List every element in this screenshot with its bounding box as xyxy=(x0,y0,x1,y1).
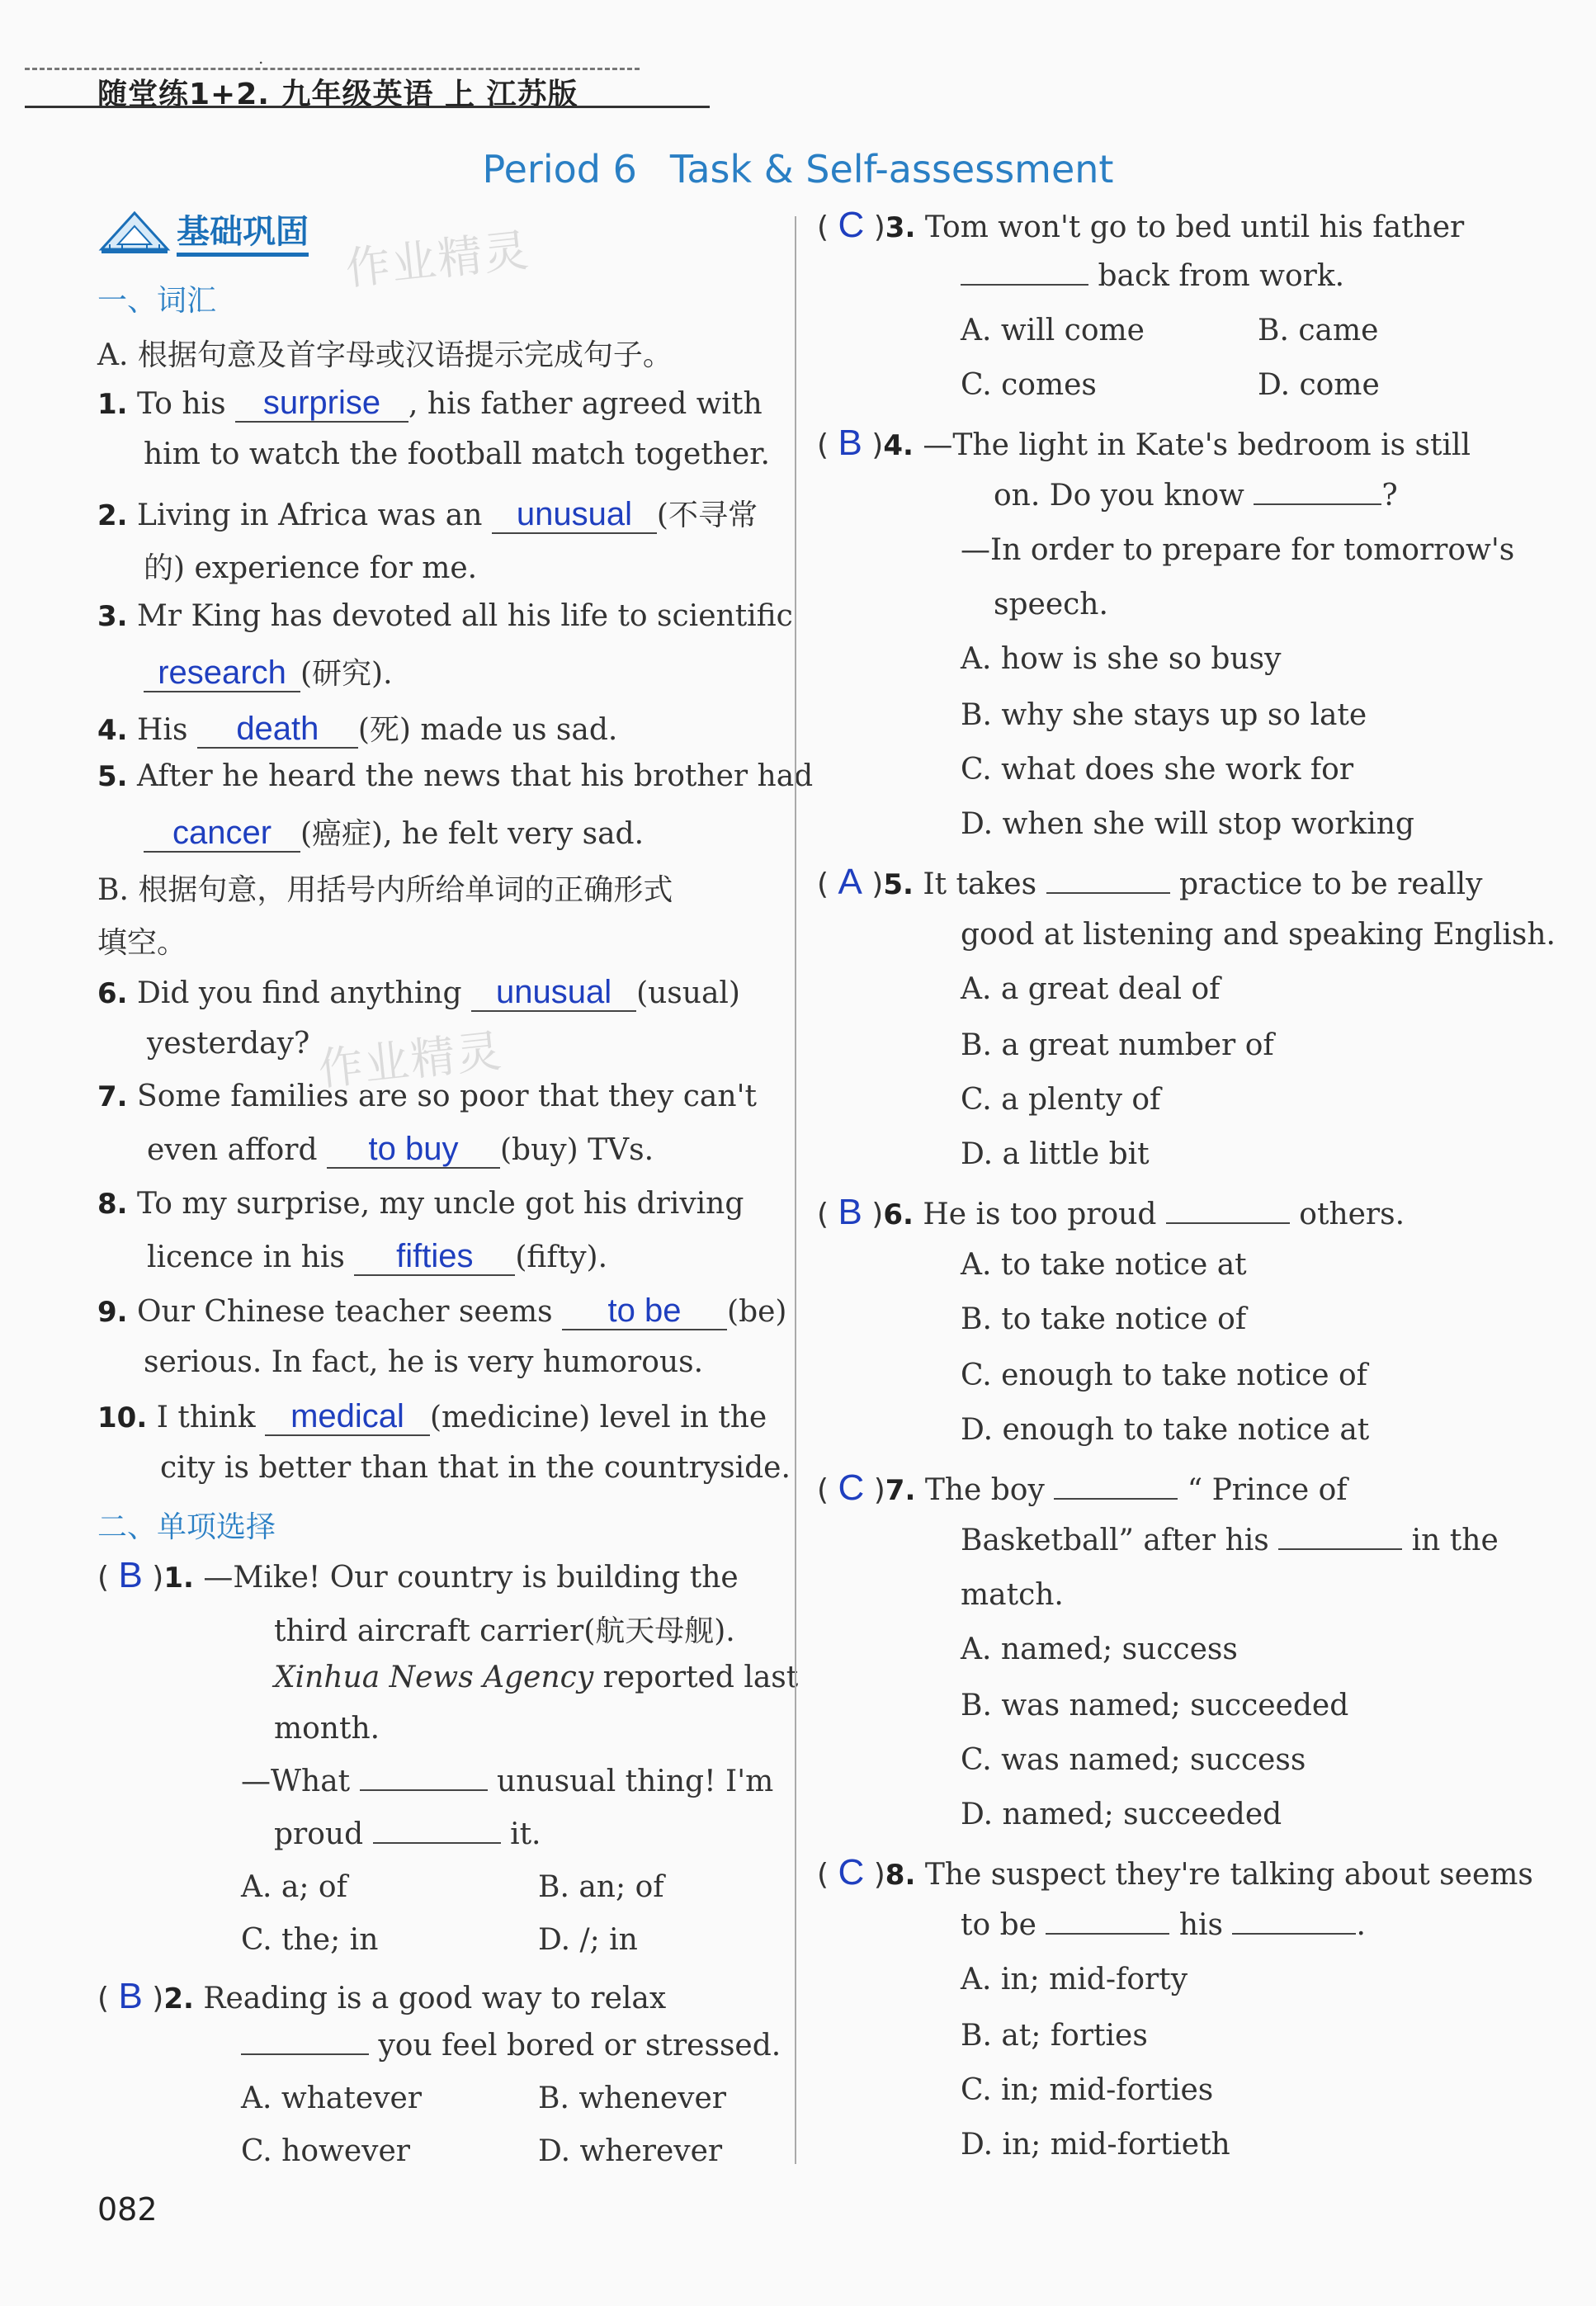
option-d[interactable]: D. a little bit xyxy=(961,1137,1150,1171)
option-c[interactable]: C. however xyxy=(241,2134,410,2168)
empty-blank[interactable] xyxy=(1166,1198,1290,1224)
option-c[interactable]: C. a plenty of xyxy=(961,1083,1161,1117)
option-a[interactable]: A. named; success xyxy=(961,1633,1238,1666)
vocab-question-6: 6. Did you find anything unusual (usual) xyxy=(97,974,740,1010)
empty-blank[interactable] xyxy=(1232,1908,1356,1935)
page-title xyxy=(0,147,1596,191)
page-number: 082 xyxy=(97,2191,158,2228)
mc-question-1: ( B )1. —Mike! Our country is building the xyxy=(97,1555,739,1595)
column-divider xyxy=(795,216,796,2164)
mc-question-5-line: good at listening and speaking English. xyxy=(961,918,1556,952)
mc-question-4-line: speech. xyxy=(994,588,1108,621)
empty-blank[interactable] xyxy=(1254,479,1381,505)
mc-question-8-line: to be his . xyxy=(961,1908,1366,1942)
empty-blank[interactable] xyxy=(1278,1524,1402,1550)
option-b[interactable]: B. an; of xyxy=(538,1870,664,1904)
mc-question-3: ( C )3. Tom won't go to bed until his father xyxy=(817,205,1465,245)
mc-question-2: ( B )2. Reading is a good way to relax xyxy=(97,1976,667,2016)
mc-question-7-line: match. xyxy=(961,1578,1064,1612)
mc-answer[interactable]: C xyxy=(838,1467,865,1508)
period-label: Period 6 xyxy=(482,147,637,191)
empty-blank[interactable] xyxy=(1046,867,1170,894)
answer-blank[interactable]: to buy xyxy=(327,1131,500,1169)
vocab-question-6-cont: yesterday? xyxy=(147,1027,310,1061)
mc-question-1-line: proud it. xyxy=(274,1817,541,1851)
header-underline xyxy=(25,106,710,108)
mc-question-1-line: third aircraft carrier(航天母舰). xyxy=(274,1614,735,1648)
vocab-question-2: 2. Living in Africa was an unusual (不寻常 xyxy=(97,496,758,532)
option-d[interactable]: D. /; in xyxy=(538,1923,638,1957)
option-d[interactable]: D. wherever xyxy=(538,2134,723,2168)
section-badge xyxy=(97,205,309,258)
header-title: 随堂练1+2. 九年级英语 上 江苏版 xyxy=(97,78,578,111)
mc-question-8: ( C )8. The suspect they're talking about seems xyxy=(817,1852,1533,1893)
option-a[interactable]: A. how is she so busy xyxy=(961,642,1282,676)
option-d[interactable]: D. in; mid-fortieth xyxy=(961,2128,1230,2162)
mc-question-1-line: month. xyxy=(274,1712,380,1746)
mc-answer[interactable]: A xyxy=(838,862,862,902)
empty-blank[interactable] xyxy=(373,1817,501,1844)
vocab-question-8: 8. To my surprise, my uncle got his driving xyxy=(97,1187,744,1221)
option-a[interactable]: A. will come xyxy=(961,314,1145,347)
vocab-question-8-cont: licence in his fifties (fifty). xyxy=(147,1238,608,1274)
option-d[interactable]: D. come xyxy=(1258,368,1380,402)
empty-blank[interactable] xyxy=(360,1765,488,1791)
empty-blank[interactable] xyxy=(1054,1473,1178,1500)
option-a[interactable]: A. a; of xyxy=(241,1870,347,1904)
mc-question-1-line: —What unusual thing! I'm xyxy=(241,1765,774,1798)
answer-blank[interactable]: medical xyxy=(265,1398,430,1436)
option-b[interactable]: B. whenever xyxy=(538,2082,726,2115)
answer-blank[interactable]: fifties xyxy=(354,1238,515,1276)
watermark: 作业精灵 xyxy=(315,1024,506,1096)
option-b[interactable]: B. to take notice of xyxy=(961,1302,1247,1336)
vocab-question-9: 9. Our Chinese teacher seems to be (be) xyxy=(97,1292,787,1329)
option-c[interactable]: C. comes xyxy=(961,368,1097,402)
option-b[interactable]: B. was named; succeeded xyxy=(961,1689,1349,1722)
header-dash-line xyxy=(25,68,640,70)
vocab-question-10: 10. I think medical (medicine) level in the xyxy=(97,1398,767,1434)
option-c[interactable]: C. in; mid-forties xyxy=(961,2073,1214,2107)
option-d[interactable]: D. when she will stop working xyxy=(961,807,1414,841)
section-choice-heading: 二、单项选择 xyxy=(97,1510,276,1544)
watermark: 作业精灵 xyxy=(342,224,533,295)
answer-blank[interactable]: unusual xyxy=(492,496,657,534)
part-a-instruction: A. 根据句意及首字母或汉语提示完成句子。 xyxy=(97,338,673,372)
option-c[interactable]: C. enough to take notice of xyxy=(961,1359,1367,1392)
mc-answer[interactable]: B xyxy=(838,423,862,463)
vocab-question-1: 1. To his surprise , his father agreed with xyxy=(97,385,763,421)
option-c[interactable]: C. what does she work for xyxy=(961,753,1354,787)
vocab-question-10-cont: city is better than that in the countryside. xyxy=(160,1451,791,1485)
option-c[interactable]: C. the; in xyxy=(241,1923,379,1957)
mc-question-3-line: back from work. xyxy=(961,259,1344,293)
answer-blank[interactable]: death xyxy=(197,711,358,749)
mc-question-4-line: —In order to prepare for tomorrow's xyxy=(961,533,1515,567)
answer-blank[interactable]: cancer xyxy=(144,815,300,853)
mc-question-2-line: you feel bored or stressed. xyxy=(241,2029,781,2063)
option-a[interactable]: A. whatever xyxy=(241,2082,422,2115)
mc-answer[interactable]: C xyxy=(838,205,865,245)
empty-blank[interactable] xyxy=(241,2029,369,2055)
vocab-question-3-cont: research (研究). xyxy=(144,650,393,692)
vocab-question-7: 7. Some families are so poor that they can't xyxy=(97,1080,757,1113)
empty-blank[interactable] xyxy=(961,259,1088,286)
option-b[interactable]: B. why she stays up so late xyxy=(961,698,1367,732)
mc-question-7-line: Basketball” after his in the xyxy=(961,1524,1499,1557)
option-b[interactable]: B. a great number of xyxy=(961,1028,1274,1062)
option-a[interactable]: A. a great deal of xyxy=(961,972,1221,1006)
vocab-question-1-cont: him to watch the football match together. xyxy=(144,437,770,471)
vocab-question-7-cont: even afford to buy (buy) TVs. xyxy=(147,1131,654,1167)
vocab-question-3: 3. Mr King has devoted all his life to scientific xyxy=(97,599,793,633)
option-a[interactable]: A. to take notice at xyxy=(961,1248,1247,1282)
empty-blank[interactable] xyxy=(1046,1908,1169,1935)
section-vocab-heading: 一、词汇 xyxy=(97,284,217,318)
mc-answer[interactable]: B xyxy=(838,1192,862,1232)
answer-blank[interactable]: unusual xyxy=(471,974,636,1012)
ruler-triangle-icon xyxy=(97,206,172,256)
option-d[interactable]: D. named; succeeded xyxy=(961,1798,1282,1831)
mc-question-4-line: on. Do you know ? xyxy=(994,479,1398,513)
vocab-question-2-cont: 的) experience for me. xyxy=(144,551,478,585)
option-a[interactable]: A. in; mid-forty xyxy=(961,1963,1188,1996)
option-d[interactable]: D. enough to take notice at xyxy=(961,1413,1370,1447)
vocab-question-5-cont: cancer (癌症), he felt very sad. xyxy=(144,810,644,853)
header-dot: . xyxy=(258,48,264,68)
option-c[interactable]: C. was named; success xyxy=(961,1743,1306,1777)
mc-answer[interactable]: B xyxy=(118,1976,143,2016)
answer-blank[interactable]: to be xyxy=(562,1292,727,1330)
badge-label: 基础巩固 xyxy=(177,206,309,257)
answer-blank[interactable]: surprise xyxy=(235,385,408,423)
vocab-question-4: 4. His death (死) made us sad. xyxy=(97,711,618,747)
vocab-question-9-cont: serious. In fact, he is very humorous. xyxy=(144,1345,704,1379)
part-b-instruction-cont: 填空。 xyxy=(97,926,187,960)
part-b-instruction: B. 根据句意，用括号内所给单词的正确形式 xyxy=(97,873,673,907)
mc-answer[interactable]: C xyxy=(838,1852,865,1893)
option-b[interactable]: B. at; forties xyxy=(961,2019,1148,2053)
answer-blank[interactable]: research xyxy=(144,654,300,692)
mc-question-5: ( A )5. It takes practice to be really xyxy=(817,862,1483,902)
mc-question-4: ( B )4. —The light in Kate's bedroom is still xyxy=(817,423,1471,463)
topic-label: Task & Self-assessment xyxy=(669,147,1114,191)
option-b[interactable]: B. came xyxy=(1258,314,1379,347)
mc-question-1-line: Xinhua News Agency reported last xyxy=(274,1661,799,1694)
vocab-question-5: 5. After he heard the news that his brother had xyxy=(97,759,814,793)
mc-question-6: ( B )6. He is too proud others. xyxy=(817,1192,1405,1232)
mc-question-7: ( C )7. The boy “ Prince of xyxy=(817,1467,1348,1508)
mc-answer[interactable]: B xyxy=(118,1555,143,1595)
